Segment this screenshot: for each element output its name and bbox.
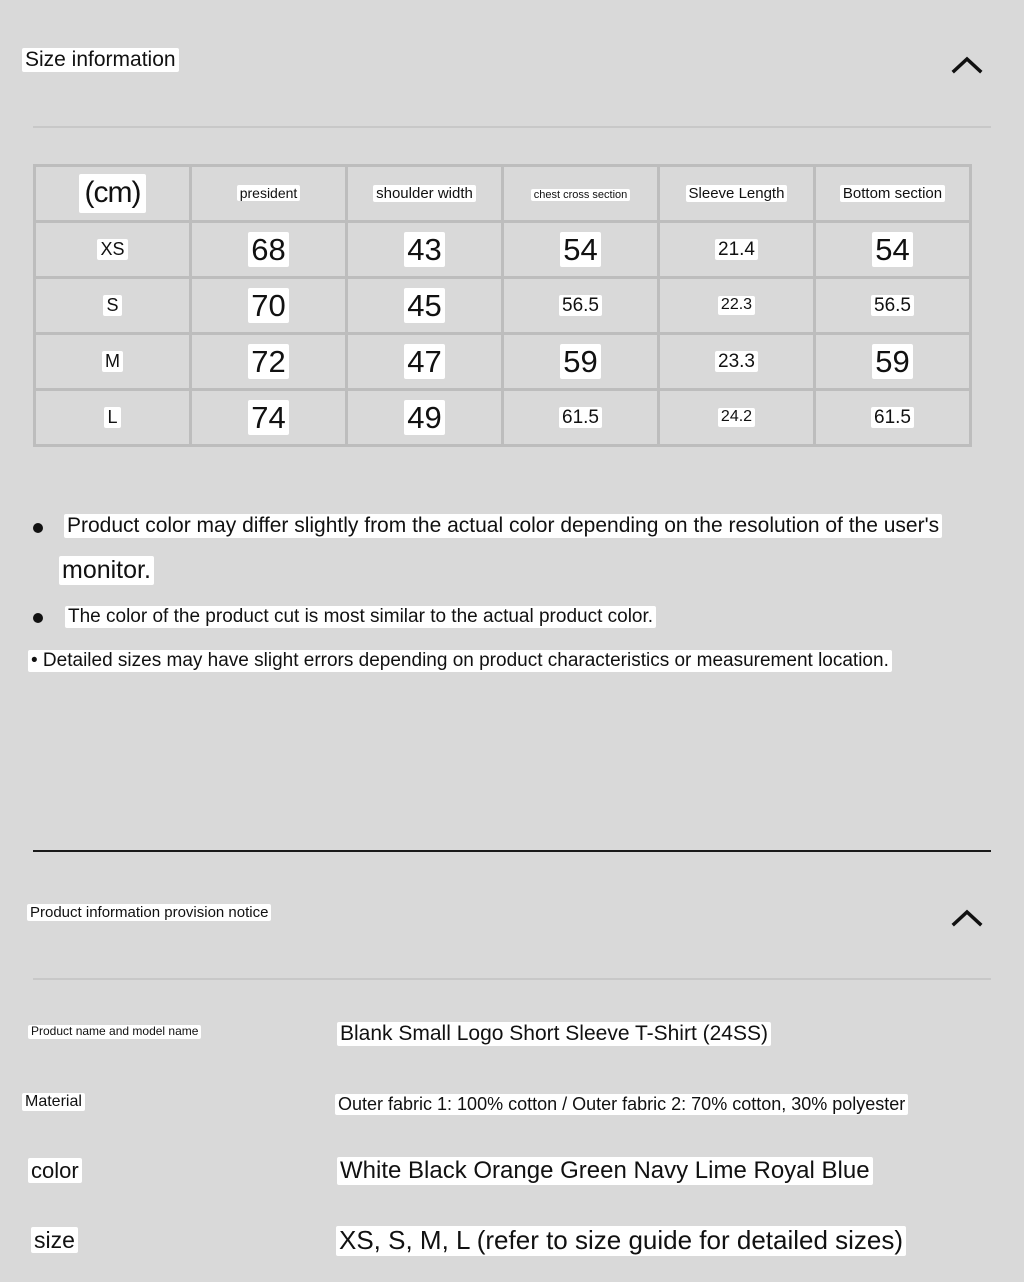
table-cell: 56.5 (503, 278, 659, 334)
header-cell-president: president (191, 166, 347, 222)
table-cell: 54 (503, 222, 659, 278)
material-value: Outer fabric 1: 100% cotton / Outer fabric 2: 70% cotton, 30% polyester (335, 1094, 908, 1115)
size-value: XS, S, M, L (refer to size guide for detailed sizes) (336, 1226, 906, 1256)
material-label: Material (22, 1093, 85, 1111)
header-cell-chest-cross-section: chest cross section (503, 166, 659, 222)
size-cell: S (35, 278, 191, 334)
table-cell: 49 (347, 390, 503, 446)
chevron-up-icon[interactable] (949, 52, 985, 76)
table-cell: 22.3 (659, 278, 815, 334)
table-cell: 59 (503, 334, 659, 390)
header-cell-bottom-section: Bottom section (815, 166, 971, 222)
bullet-dot (33, 613, 43, 623)
note-product-cut: The color of the product cut is most similar to the actual product color. (65, 606, 656, 628)
size-cell: L (35, 390, 191, 446)
table-cell: 59 (815, 334, 971, 390)
table-row (35, 390, 971, 446)
chevron-up-icon[interactable] (949, 905, 985, 929)
table-header-row (35, 166, 971, 222)
table-row (35, 222, 971, 278)
size-section-title: Size information (22, 48, 179, 72)
table-cell: 70 (191, 278, 347, 334)
size-label: size (31, 1227, 78, 1253)
table-cell: 43 (347, 222, 503, 278)
product-notice-title: Product information provision notice (27, 904, 271, 921)
product-name-value: Blank Small Logo Short Sleeve T-Shirt (24SS) (337, 1022, 771, 1046)
header-cell-unit: (cm) (35, 166, 191, 222)
divider (33, 978, 991, 980)
table-cell: 68 (191, 222, 347, 278)
table-cell: 72 (191, 334, 347, 390)
table-row (35, 278, 971, 334)
color-label: color (28, 1158, 82, 1183)
note-color-resolution: Product color may differ slightly from the actual color depending on the resolution of the user's (64, 514, 942, 538)
section-divider (33, 850, 991, 852)
size-table (33, 164, 972, 447)
table-cell: 74 (191, 390, 347, 446)
table-cell: 24.2 (659, 390, 815, 446)
table-cell: 23.3 (659, 334, 815, 390)
divider (33, 126, 991, 128)
bullet-dot (33, 523, 43, 533)
note-color-resolution-cont: monitor. (59, 556, 154, 585)
table-cell: 21.4 (659, 222, 815, 278)
header-cell-shoulder-width: shoulder width (347, 166, 503, 222)
table-cell: 56.5 (815, 278, 971, 334)
table-cell: 54 (815, 222, 971, 278)
table-cell: 47 (347, 334, 503, 390)
size-cell: XS (35, 222, 191, 278)
table-cell: 45 (347, 278, 503, 334)
size-cell: M (35, 334, 191, 390)
note-detailed-sizes: • Detailed sizes may have slight errors depending on product characteristics or measurement location. (28, 650, 892, 672)
table-cell: 61.5 (503, 390, 659, 446)
color-value: White Black Orange Green Navy Lime Royal Blue (337, 1157, 873, 1185)
table-cell: 61.5 (815, 390, 971, 446)
product-name-label: Product name and model name (28, 1025, 201, 1039)
header-cell-sleeve-length: Sleeve Length (659, 166, 815, 222)
table-row (35, 334, 971, 390)
